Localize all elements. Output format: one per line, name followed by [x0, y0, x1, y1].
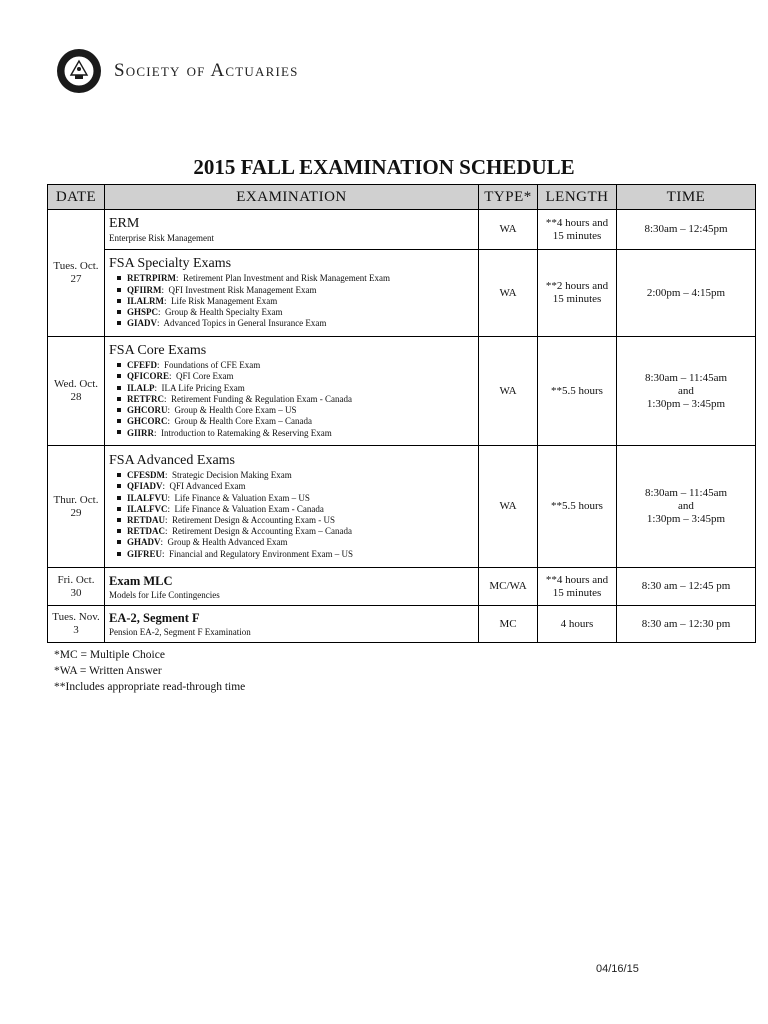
exam-code-desc: Life Finance & Valuation Exam – US — [174, 492, 310, 503]
exam-code: GIADV — [127, 318, 158, 329]
exam-code-item: ILALFVC: Life Finance & Valuation Exam - Canada — [117, 504, 474, 515]
table-row — [48, 337, 756, 446]
bullet-icon — [117, 276, 121, 280]
exam-code: GHCORU — [127, 405, 168, 416]
time-line: and — [678, 384, 694, 397]
table-row — [48, 568, 756, 606]
org-name: Society of Actuaries — [114, 60, 299, 81]
exam-code-list — [117, 360, 474, 438]
exam-cell — [105, 250, 479, 337]
exam-code-item: QFIADV: QFI Advanced Exam — [117, 481, 474, 492]
table-header-row — [48, 185, 756, 210]
exam-subtitle: Pension EA-2, Segment F Examination — [109, 627, 251, 637]
exam-subtitle: Enterprise Risk Management — [109, 232, 214, 243]
exam-code-desc: Life Risk Management Exam — [171, 295, 278, 306]
type-cell: WA — [479, 446, 538, 568]
column-header-length: LENGTH — [538, 185, 617, 210]
footnote-read-through: **Includes appropriate read-through time — [54, 681, 246, 693]
exam-code: ILALFVC — [127, 503, 168, 514]
bullet-icon — [117, 419, 121, 423]
exam-code: GIFREU — [127, 548, 163, 559]
exam-code-desc: Advanced Topics in General Insurance Exam — [163, 318, 327, 329]
time-line: 1:30pm – 3:45pm — [646, 513, 726, 525]
exam-code-item: GIIRR: Introduction to Ratemaking & Reserving Exam — [117, 428, 474, 439]
bullet-icon — [117, 507, 121, 511]
exam-code-desc: Retirement Funding & Regulation Exam - Canada — [171, 393, 352, 404]
exam-code-desc: Life Finance & Valuation Exam - Canada — [174, 503, 324, 514]
exam-code-desc: Financial and Regulatory Environment Exam – US — [169, 548, 353, 559]
table-row — [48, 210, 756, 250]
length-cell: **4 hours and 15 minutes — [538, 210, 617, 250]
soa-logo — [56, 48, 299, 94]
exam-code: ILALRM — [127, 295, 165, 306]
exam-code: GHSPC — [127, 307, 159, 318]
time-cell: 8:30 am – 12:30 pm — [617, 606, 756, 643]
time-line: and — [678, 500, 694, 512]
exam-title: Exam MLC — [109, 573, 173, 588]
time-cell — [617, 337, 756, 446]
bullet-icon — [117, 363, 121, 367]
footnotes — [54, 647, 245, 695]
time-cell: 2:00pm – 4:15pm — [617, 250, 756, 337]
time-line: 1:30pm – 3:45pm — [646, 397, 726, 410]
bullet-icon — [117, 518, 121, 522]
exam-code-item: GIFREU: Financial and Regulatory Environment Exam – US — [117, 549, 474, 560]
bullet-icon — [117, 288, 121, 292]
type-cell: WA — [479, 250, 538, 337]
footer-date: 04/16/15 — [596, 963, 639, 975]
exam-code-desc: QFI Investment Risk Management Exam — [168, 284, 317, 295]
exam-code: RETDAC — [127, 526, 166, 537]
exam-cell — [105, 210, 479, 250]
bullet-icon — [117, 299, 121, 303]
exam-code-desc: Introduction to Ratemaking & Reserving Exam — [161, 427, 332, 438]
exam-code-desc: Group & Health Specialty Exam — [165, 307, 283, 318]
exam-code-list — [117, 470, 474, 560]
exam-code-item: RETRPIRM: Retirement Plan Investment and Risk Management Exam — [117, 273, 474, 284]
length-cell: **5.5 hours — [538, 337, 617, 446]
exam-title: ERM — [109, 215, 140, 231]
exam-code-item: GHADV: Group & Health Advanced Exam — [117, 537, 474, 548]
bullet-icon — [117, 529, 121, 533]
type-cell: MC/WA — [479, 568, 538, 606]
exam-code-desc: Group & Health Core Exam – US — [174, 405, 297, 416]
exam-code: RETDAU — [127, 515, 166, 525]
bullet-icon — [117, 496, 121, 500]
exam-code-list — [117, 273, 474, 329]
exam-code: QFIIRM — [127, 284, 162, 295]
exam-title: FSA Advanced Exams — [109, 453, 235, 469]
length-cell: **4 hours and 15 minutes — [538, 568, 617, 606]
column-header-date: DATE — [48, 185, 105, 210]
exam-code-item: RETDAC: Retirement Design & Accounting Exam – Canada — [117, 526, 474, 537]
type-cell: MC — [479, 606, 538, 643]
bullet-icon — [117, 408, 121, 412]
exam-code-item: CFEFD: Foundations of CFE Exam — [117, 360, 474, 371]
soa-seal-icon — [56, 48, 102, 94]
bullet-icon — [117, 386, 121, 390]
exam-code-item: GHCORU: Group & Health Core Exam – US — [117, 405, 474, 416]
exam-code-desc: Foundations of CFE Exam — [164, 360, 261, 371]
exam-schedule-table — [47, 184, 756, 643]
exam-code: GHADV — [127, 537, 161, 548]
exam-code-item: ILALP: ILA Life Pricing Exam — [117, 383, 474, 394]
exam-code: RETRPIRM — [127, 273, 176, 284]
exam-code-desc: Retirement Design & Accounting Exam – Canada — [172, 526, 352, 537]
exam-code: QFIADV — [127, 481, 163, 492]
exam-code-desc: Retirement Design & Accounting Exam - US — [172, 515, 336, 525]
exam-code-item: QFIIRM: QFI Investment Risk Management Exam — [117, 285, 474, 296]
exam-code-item: RETFRC: Retirement Funding & Regulation Exam - Canada — [117, 394, 474, 405]
time-line: 8:30am – 11:45am — [644, 487, 728, 499]
bullet-icon — [117, 310, 121, 314]
exam-code: CFESDM — [127, 470, 165, 481]
time-line: 8:30am – 11:45am — [644, 371, 728, 384]
type-cell: WA — [479, 337, 538, 446]
exam-code-item: QFICORE: QFI Core Exam — [117, 371, 474, 382]
exam-code-desc: QFI Core Exam — [176, 371, 234, 382]
exam-code: GHCORC — [127, 416, 168, 427]
exam-code-item: GHCORC: Group & Health Core Exam – Canada — [117, 416, 474, 427]
exam-code: ILALP — [127, 382, 155, 393]
page-title: 2015 FALL EXAMINATION SCHEDULE — [193, 155, 575, 179]
exam-code: QFICORE — [127, 371, 170, 382]
column-header-examination: EXAMINATION — [105, 185, 479, 210]
date-cell: Wed. Oct. 28 — [48, 337, 105, 446]
time-cell: 8:30 am – 12:45 pm — [617, 568, 756, 606]
footnote-mc: *MC = Multiple Choice — [54, 649, 165, 661]
exam-title: FSA Specialty Exams — [109, 256, 232, 272]
exam-code-item: CFESDM: Strategic Decision Making Exam — [117, 470, 474, 481]
bullet-icon — [117, 540, 121, 544]
type-cell: WA — [479, 210, 538, 250]
length-cell: **5.5 hours — [538, 446, 617, 568]
exam-code-desc: Group & Health Core Exam – Canada — [174, 416, 312, 427]
length-cell: **2 hours and 15 minutes — [538, 250, 617, 337]
column-header-time: TIME — [617, 185, 756, 210]
exam-code-item: RETDAU: Retirement Design & Accounting Exam - US — [117, 515, 474, 526]
length-cell: 4 hours — [538, 606, 617, 643]
exam-code: ILALFVU — [127, 492, 168, 503]
exam-code-item: ILALRM: Life Risk Management Exam — [117, 296, 474, 307]
exam-code-item: GIADV: Advanced Topics in General Insurance Exam — [117, 318, 474, 329]
exam-cell — [105, 606, 479, 643]
exam-code-desc: Group & Health Advanced Exam — [167, 537, 288, 548]
exam-code-desc: Strategic Decision Making Exam — [172, 470, 292, 481]
exam-code-item: ILALFVU: Life Finance & Valuation Exam – US — [117, 493, 474, 504]
exam-cell — [105, 337, 479, 446]
date-cell: Tues. Oct. 27 — [48, 210, 105, 337]
date-cell: Thur. Oct. 29 — [48, 446, 105, 568]
bullet-icon — [117, 484, 121, 488]
bullet-icon — [117, 473, 121, 477]
bullet-icon — [117, 374, 121, 378]
exam-title: EA-2, Segment F — [109, 611, 200, 625]
table-row — [48, 250, 756, 337]
time-cell: 8:30am – 12:45pm — [617, 210, 756, 250]
exam-subtitle: Models for Life Contingencies — [109, 589, 220, 600]
exam-code: GIIRR — [127, 427, 155, 438]
bullet-icon — [117, 321, 121, 325]
table-row — [48, 606, 756, 643]
date-cell: Fri. Oct. 30 — [48, 568, 105, 606]
exam-code-desc: Retirement Plan Investment and Risk Management Exam — [183, 273, 390, 284]
bullet-icon — [117, 397, 121, 401]
footnote-wa: *WA = Written Answer — [54, 665, 162, 677]
exam-code-desc: ILA Life Pricing Exam — [161, 382, 245, 393]
bullet-icon — [117, 430, 121, 434]
exam-code-item: GHSPC: Group & Health Specialty Exam — [117, 307, 474, 318]
table-row — [48, 446, 756, 568]
column-header-type: TYPE* — [479, 185, 538, 210]
time-cell — [617, 446, 756, 568]
exam-title: FSA Core Exams — [109, 343, 207, 359]
exam-cell — [105, 446, 479, 568]
exam-cell — [105, 568, 479, 606]
exam-code: RETFRC — [127, 393, 165, 404]
exam-code: CFEFD — [127, 360, 157, 371]
date-cell: Tues. Nov. 3 — [48, 606, 105, 643]
exam-code-desc: QFI Advanced Exam — [169, 481, 246, 492]
bullet-icon — [117, 552, 121, 556]
